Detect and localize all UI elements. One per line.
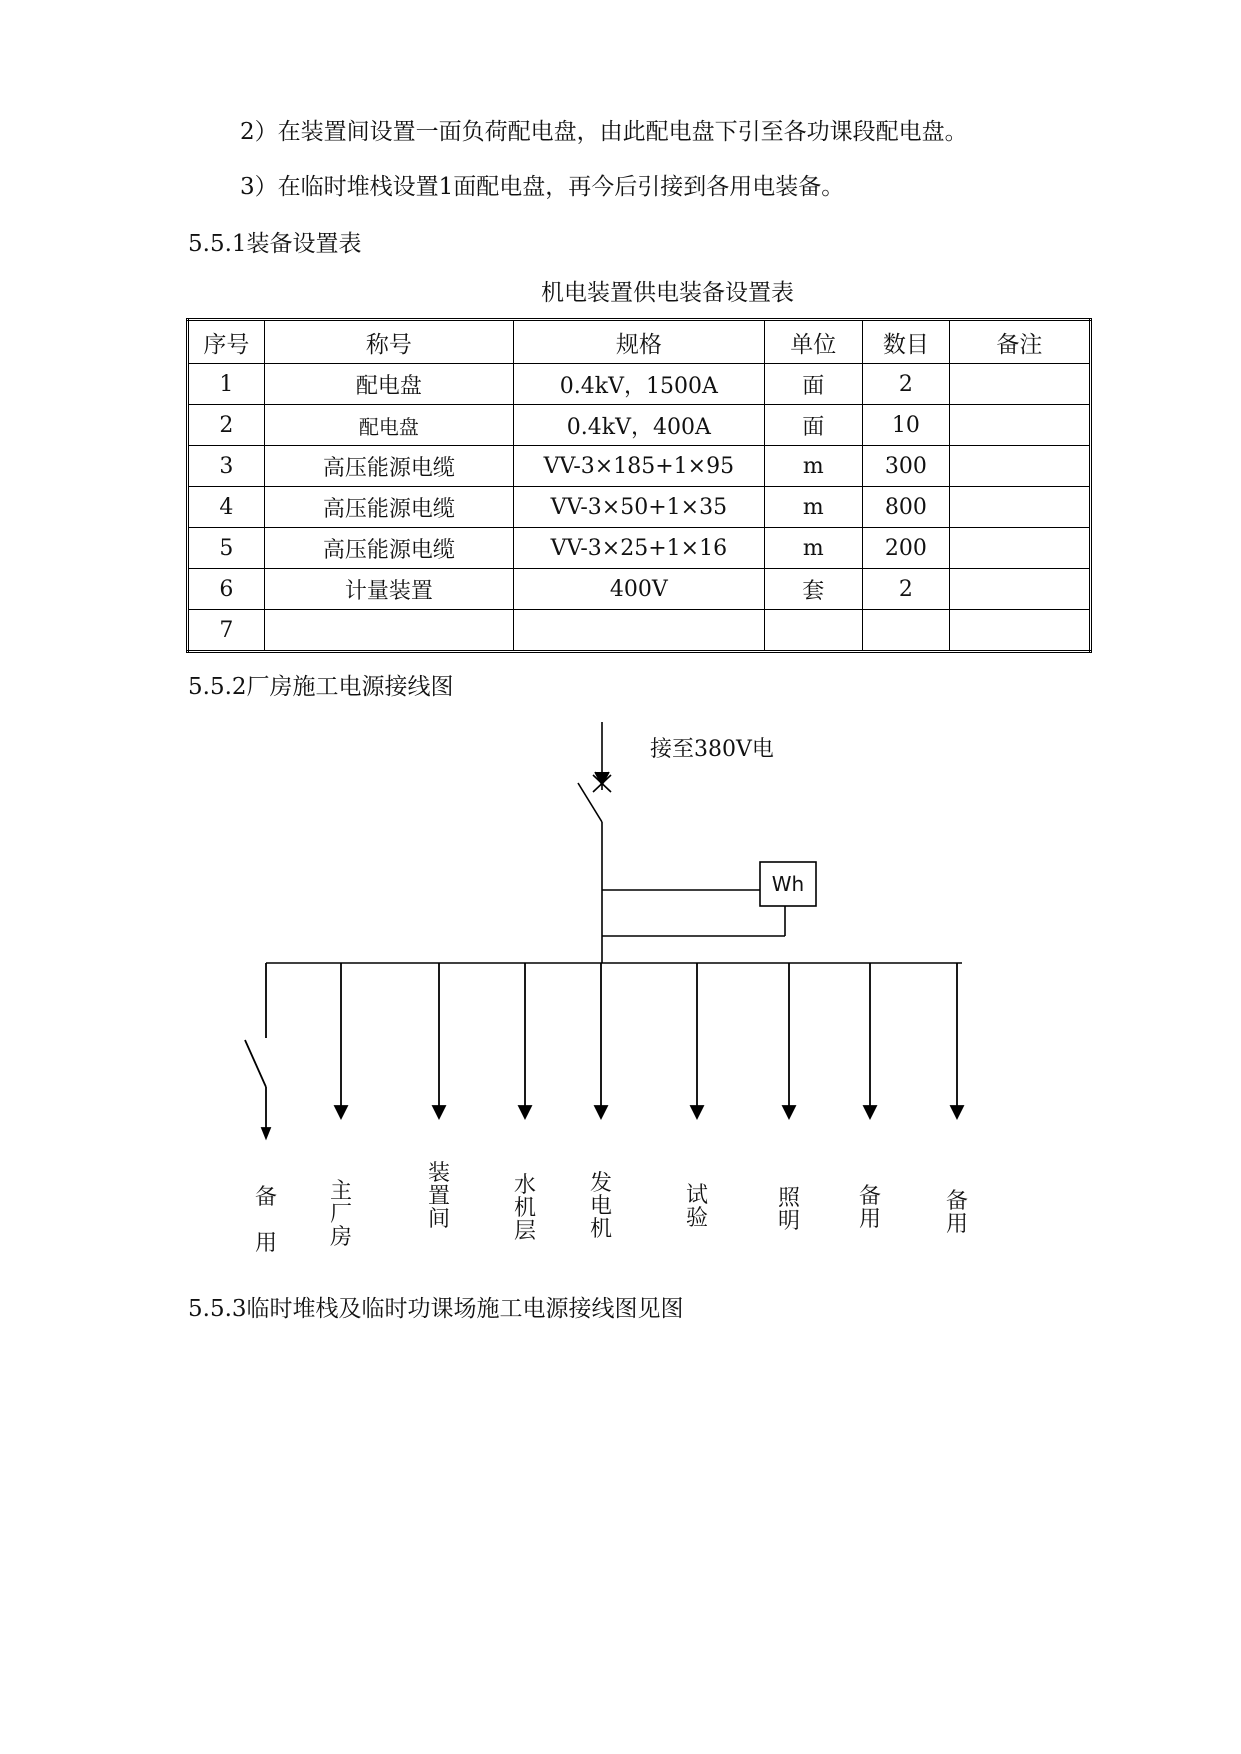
branch-label-char: 用 xyxy=(945,1212,968,1237)
cell-name: 计量装置 xyxy=(264,569,514,610)
paragraph-temp-storage-panel: 3）在临时堆栈设置1面配电盘，再今后引接到各用电装备。 xyxy=(240,174,845,200)
cell-quantity: 10 xyxy=(863,405,950,446)
header-name: 称号 xyxy=(264,320,514,364)
cell-unit: 面 xyxy=(764,405,863,446)
cell-unit: 套 xyxy=(764,569,863,610)
cell-name xyxy=(264,610,514,652)
cell-name: 配电盘 xyxy=(264,405,514,446)
branch-label-char: 电 xyxy=(589,1194,612,1219)
branch-label xyxy=(944,1190,970,1236)
branch-arrow xyxy=(783,1106,795,1118)
header-unit: 单位 xyxy=(764,320,863,364)
cell-quantity: 800 xyxy=(863,487,950,528)
cell-quantity: 2 xyxy=(863,569,950,610)
section-heading-5-5-2: 5.5.2厂房施工电源接线图 xyxy=(188,674,454,700)
cell-spec: VV-3×185+1×95 xyxy=(514,446,764,487)
cell-spec: 0.4kV，400A xyxy=(514,405,764,446)
table-caption: 机电装置供电装备设置表 xyxy=(541,280,794,306)
branch-label xyxy=(512,1174,538,1243)
equipment-table xyxy=(186,318,1092,653)
section-heading-5-5-1: 5.5.1装备设置表 xyxy=(188,231,362,257)
main-switch-blade xyxy=(578,783,602,822)
cell-quantity: 200 xyxy=(863,528,950,569)
header-remarks: 备注 xyxy=(949,320,1090,364)
section-heading-5-5-3: 5.5.3临时堆栈及临时功课场施工电源接线图见图 xyxy=(188,1296,684,1322)
cell-quantity: 300 xyxy=(863,446,950,487)
cell-unit: 面 xyxy=(764,364,863,405)
branch-arrow xyxy=(519,1106,531,1118)
branch-label-char: 主 xyxy=(329,1179,352,1204)
branch-label-char: 试 xyxy=(685,1183,708,1208)
cell-index: 2 xyxy=(188,405,265,446)
table-row xyxy=(188,569,1091,610)
cell-index: 6 xyxy=(188,569,265,610)
cell-name: 高压能源电缆 xyxy=(264,528,514,569)
cell-remarks xyxy=(949,528,1090,569)
branch-label xyxy=(328,1180,354,1249)
cell-index: 1 xyxy=(188,364,265,405)
branch-label-char: 间 xyxy=(427,1207,450,1232)
branch-label xyxy=(684,1184,710,1230)
branch-arrow xyxy=(262,1128,270,1138)
cell-unit xyxy=(764,610,863,652)
branch-label-char: 备 xyxy=(254,1185,277,1210)
branch-label xyxy=(253,1175,279,1267)
cell-unit: m xyxy=(764,487,863,528)
branch-label-char: 置 xyxy=(427,1184,450,1209)
branch-label-char: 房 xyxy=(329,1225,352,1250)
cell-remarks xyxy=(949,487,1090,528)
cell-remarks xyxy=(949,364,1090,405)
table-row xyxy=(188,364,1091,405)
cell-unit: m xyxy=(764,528,863,569)
branch-label-char: 层 xyxy=(513,1219,536,1244)
cell-name: 高压能源电缆 xyxy=(264,487,514,528)
paragraph-load-panel: 2）在装置间设置一面负荷配电盘，由此配电盘下引至各功课段配电盘。 xyxy=(240,119,968,145)
branch-arrow xyxy=(864,1106,876,1118)
cell-spec: 0.4kV，1500A xyxy=(514,364,764,405)
cell-spec: VV-3×50+1×35 xyxy=(514,487,764,528)
branch-switch-blade xyxy=(245,1040,266,1087)
branch-arrow xyxy=(433,1106,445,1118)
cell-spec: VV-3×25+1×16 xyxy=(514,528,764,569)
branch-arrow xyxy=(595,1106,607,1118)
branch-label-char: 明 xyxy=(777,1209,800,1234)
branch-label-char: 用 xyxy=(858,1207,881,1232)
cell-quantity xyxy=(863,610,950,652)
branch-label-char: 备 xyxy=(945,1189,968,1214)
header-quantity: 数目 xyxy=(863,320,950,364)
branch-label-char: 机 xyxy=(513,1196,536,1221)
wiring-diagram xyxy=(0,700,1241,1260)
cell-index: 3 xyxy=(188,446,265,487)
cell-index: 7 xyxy=(188,610,265,652)
cell-remarks xyxy=(949,446,1090,487)
cell-spec xyxy=(514,610,764,652)
branch-label-char: 水 xyxy=(513,1173,536,1198)
branch-arrow xyxy=(951,1106,963,1118)
cell-index: 4 xyxy=(188,487,265,528)
branch-label xyxy=(588,1172,614,1241)
branch-label xyxy=(776,1187,802,1233)
branch-label-char: 备 xyxy=(858,1184,881,1209)
cell-index: 5 xyxy=(188,528,265,569)
cell-quantity: 2 xyxy=(863,364,950,405)
meter-label: Wh xyxy=(771,872,805,896)
table-row xyxy=(188,528,1091,569)
table-row xyxy=(188,487,1091,528)
branch-label xyxy=(426,1162,452,1231)
header-index: 序号 xyxy=(188,320,265,364)
table-row xyxy=(188,446,1091,487)
cell-name: 配电盘 xyxy=(264,364,514,405)
branch-label-char: 机 xyxy=(589,1217,612,1242)
branch-label-char: 装 xyxy=(427,1161,450,1186)
branch-arrow xyxy=(335,1106,347,1118)
supply-label: 接至380V电 xyxy=(650,737,774,762)
branch-label-char: 用 xyxy=(254,1231,277,1256)
cell-remarks xyxy=(949,610,1090,652)
branch-label-char: 验 xyxy=(685,1206,708,1231)
cell-unit: m xyxy=(764,446,863,487)
branch-label-char: 照 xyxy=(777,1186,800,1211)
header-spec: 规格 xyxy=(514,320,764,364)
cell-remarks xyxy=(949,405,1090,446)
table-header-row xyxy=(188,320,1091,364)
table-row xyxy=(188,610,1091,652)
cell-spec: 400V xyxy=(514,569,764,610)
cell-name: 高压能源电缆 xyxy=(264,446,514,487)
branch-label-char: 发 xyxy=(589,1171,612,1196)
branch-label-char: 厂 xyxy=(329,1202,352,1227)
branch-label xyxy=(857,1185,883,1231)
branch-arrow xyxy=(691,1106,703,1118)
table-row xyxy=(188,405,1091,446)
cell-remarks xyxy=(949,569,1090,610)
